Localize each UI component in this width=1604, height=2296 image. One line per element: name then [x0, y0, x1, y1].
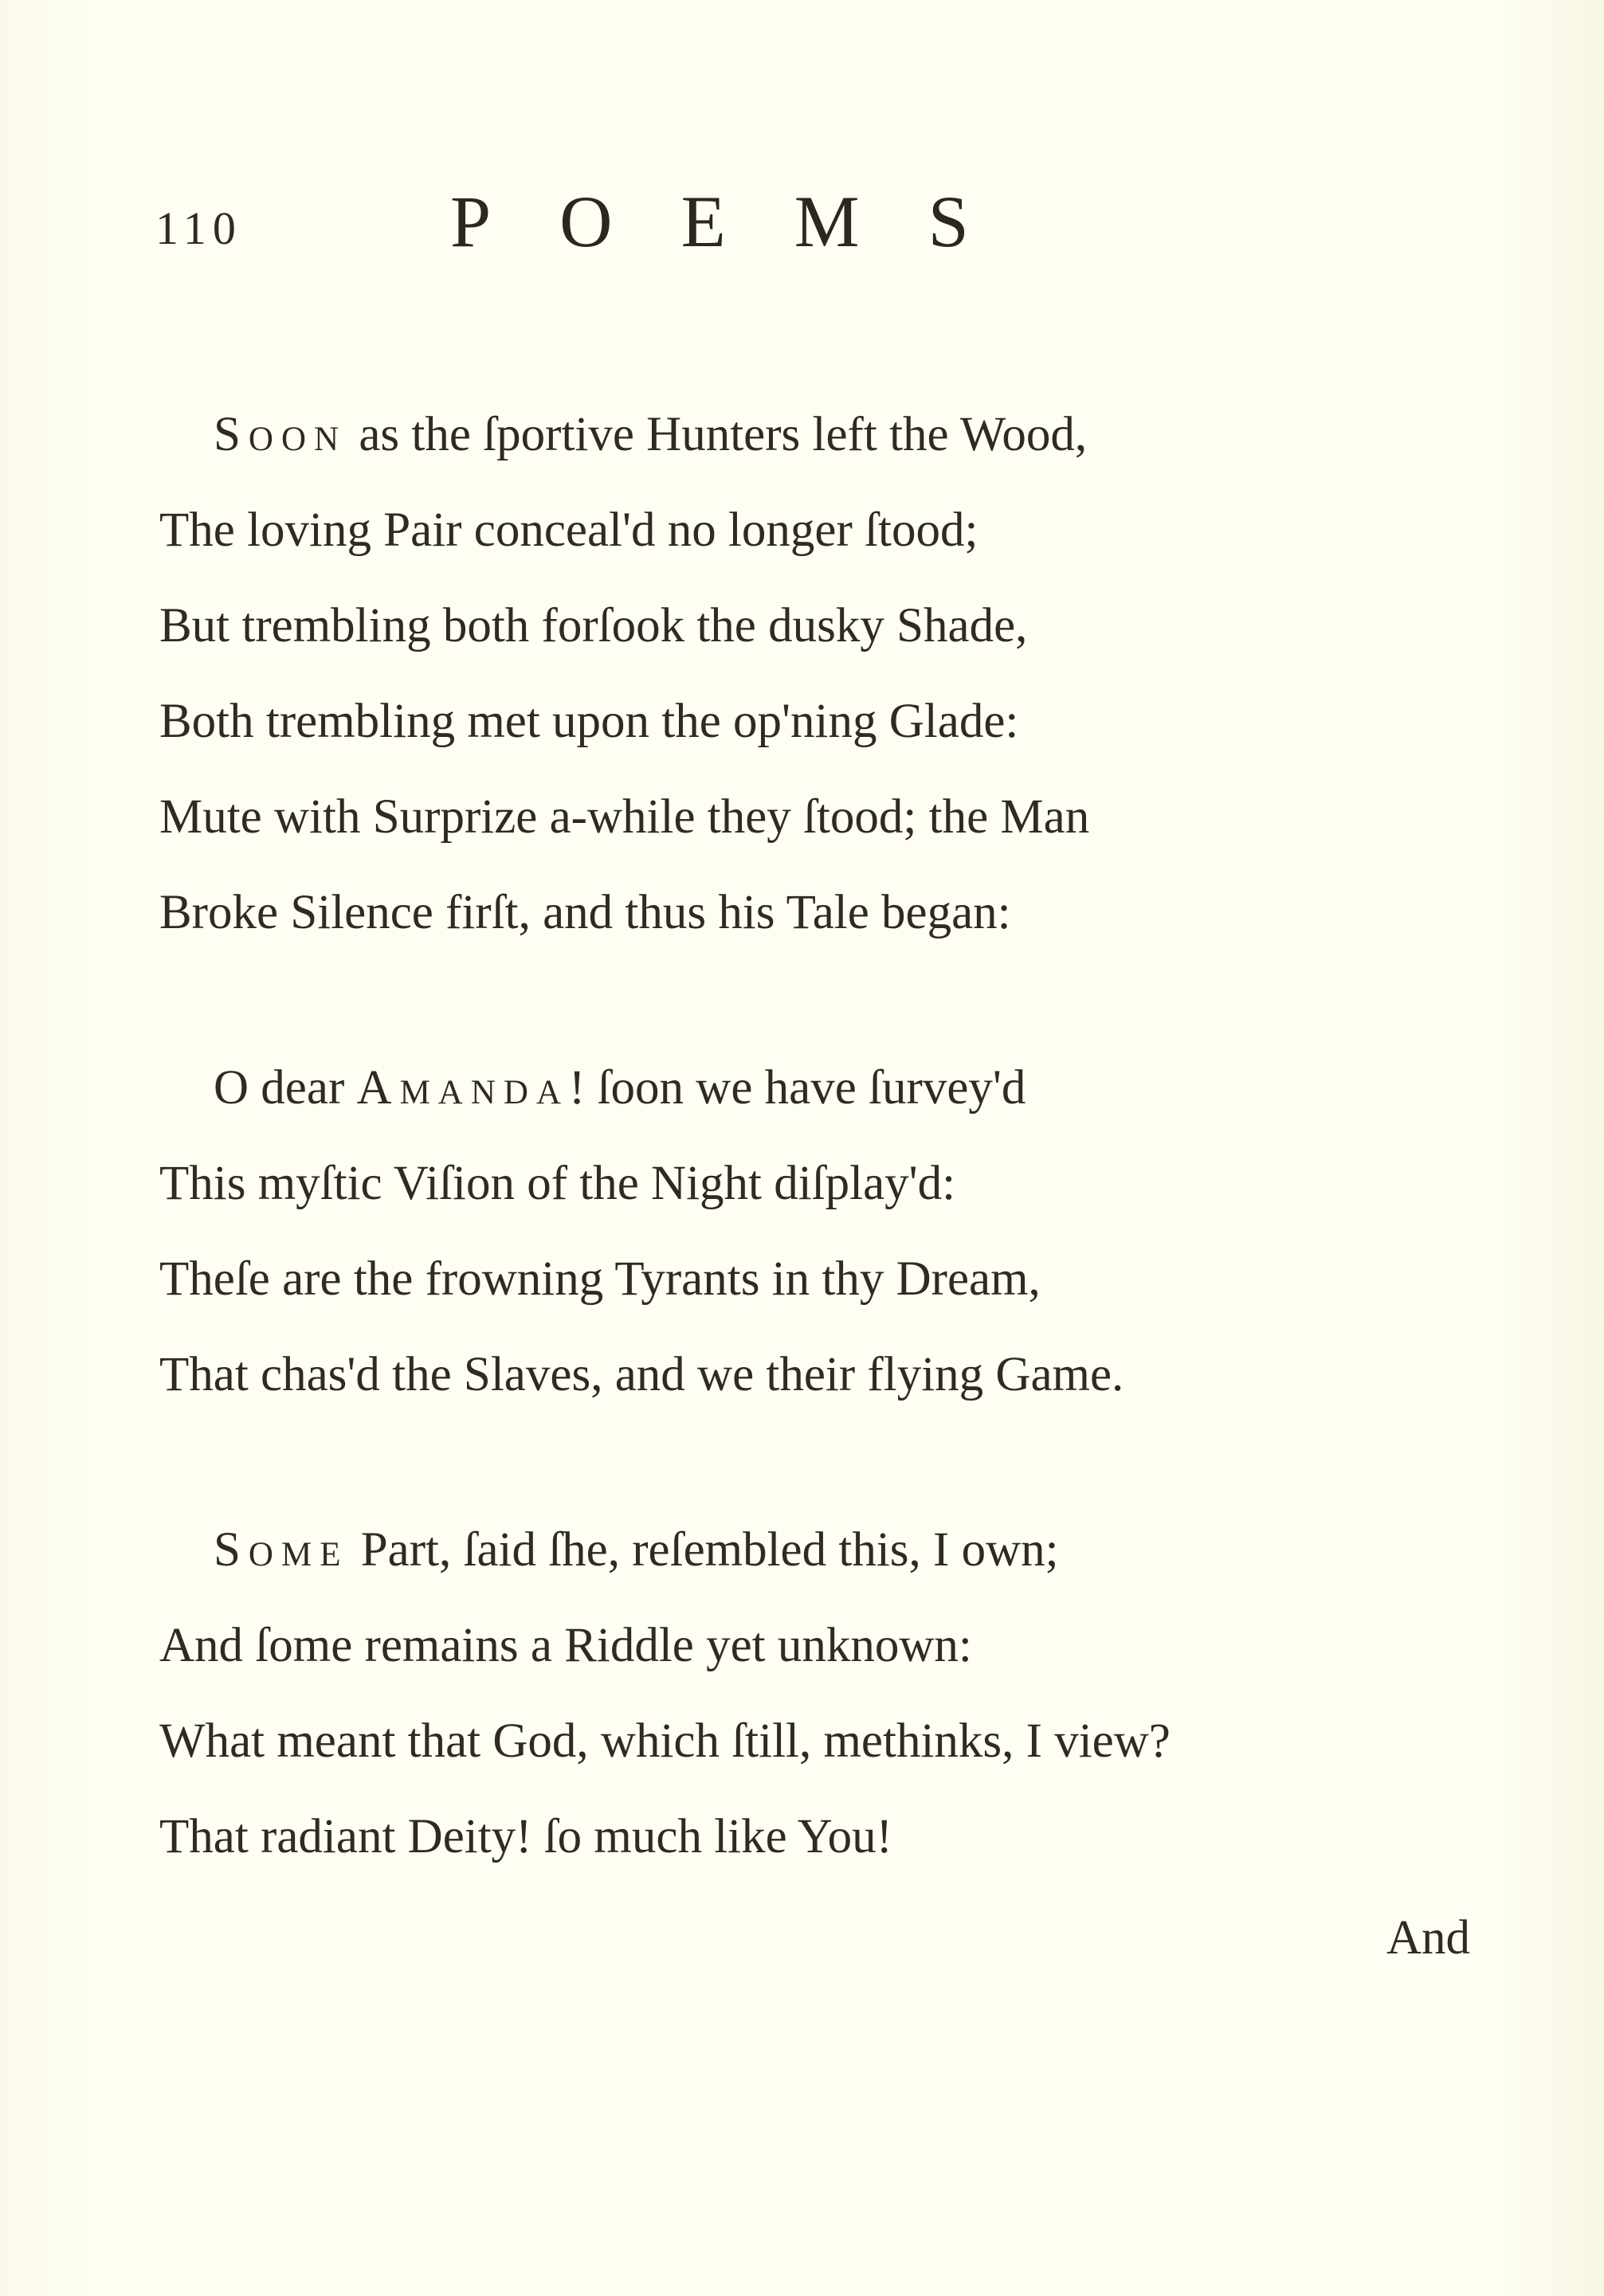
line-text: Mute with Surprize a-while they ſtood; the Man: [159, 790, 1090, 844]
line-text: Broke Silence firſt, and thus his Tale began:: [159, 886, 1011, 939]
line-text: And ſome remains a Riddle yet unknown:: [159, 1619, 972, 1672]
line-text: ! ſoon we have ſurvey'd: [569, 1061, 1026, 1115]
stanza-3-line-2: [159, 1621, 972, 1670]
line-text: This myſtic Viſion of the Night diſplay'd:: [159, 1157, 956, 1210]
line-text: But trembling both forſook the dusky Shade,: [159, 599, 1028, 652]
line-text: That chas'd the Slaves, and we their flying Game.: [159, 1348, 1124, 1401]
line-text: Part, ſaid ſhe, reſembled this, I own;: [348, 1523, 1059, 1577]
stanza-1-line-6: [159, 888, 1011, 937]
line-opening-small-caps: Some: [214, 1523, 349, 1577]
stanza-3-line-4: [159, 1812, 892, 1861]
line-opening-small-caps: Soon: [214, 408, 347, 461]
line-text: That radiant Deity! ſo much like You!: [159, 1810, 892, 1863]
line-text: Theſe are the frowning Tyrants in thy Dream,: [159, 1252, 1041, 1306]
name-small-caps: Amanda: [356, 1061, 570, 1115]
stanza-3-line-1: [214, 1523, 1059, 1577]
stanza-1-line-1: [214, 410, 1087, 459]
stanza-1-line-4: [159, 697, 1018, 746]
line-text: What meant that God, which ſtill, methinks, I view?: [159, 1714, 1171, 1768]
line-opening: O dear: [214, 1061, 357, 1115]
page-number: 110: [155, 202, 242, 254]
stanza-3-line-3: [159, 1714, 1171, 1768]
line-text: Both trembling met upon the op'ning Glade:: [159, 695, 1019, 748]
stanza-1-line-2: [159, 503, 978, 557]
stanza-1-line-3: [159, 601, 1027, 650]
line-text: The loving Pair conceal'd no longer ſtood;: [159, 503, 978, 557]
stanza-2-line-1: [214, 1061, 1026, 1115]
running-title: POEMS: [450, 181, 1037, 262]
paper-edge-shade-left: [0, 0, 96, 2296]
stanza-2-line-4: [159, 1350, 1124, 1399]
stanza-2-line-2: [159, 1159, 955, 1208]
running-head: [155, 179, 1510, 267]
paper-edge-shade-right: [1492, 0, 1604, 2296]
stanza-2-line-3: [159, 1252, 1041, 1306]
line-text: as the ſportive Hunters left the Wood,: [347, 408, 1088, 461]
catchword: And: [1386, 1911, 1471, 1965]
stanza-1-line-5: [159, 790, 1090, 844]
